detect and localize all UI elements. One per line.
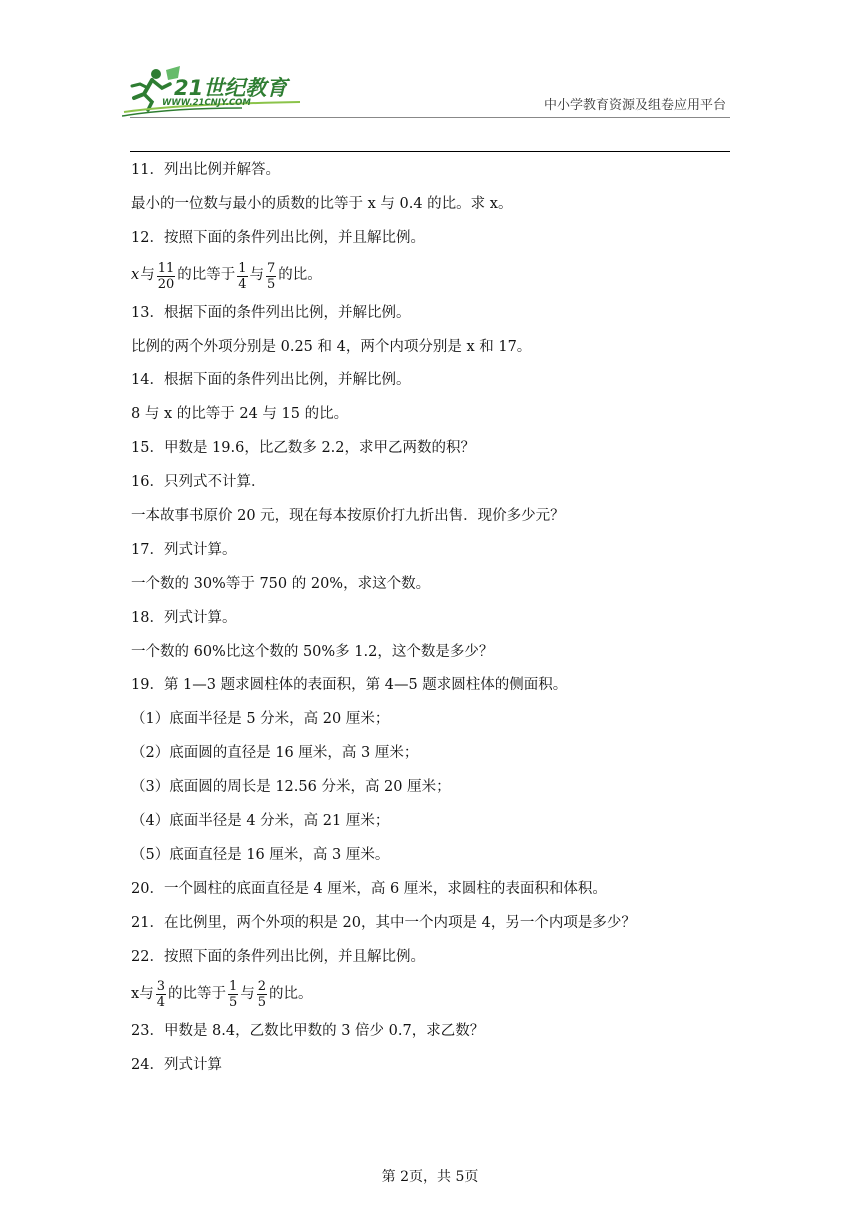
q14-body: 8 与 x 的比等于 24 与 15 的比。 [131, 406, 349, 423]
q19-title: 19．第 1—3 题求圆柱体的表面积，第 4—5 题求圆柱体的侧面积。 [131, 677, 568, 694]
logo [122, 64, 302, 124]
q12-title: 12．按照下面的条件列出比例，并且解比例。 [131, 229, 425, 246]
q22-formula [131, 974, 731, 1015]
question-list [131, 154, 731, 1083]
q13-title: 13．根据下面的条件列出比例，并解比例。 [131, 304, 411, 321]
platform-name: 中小学教育资源及组卷应用平台 [543, 98, 726, 113]
denominator: 5 [257, 995, 267, 1011]
q14-title: 14．根据下面的条件列出比例，并解比例。 [131, 372, 411, 389]
fraction [237, 261, 247, 292]
numerator: 11 [157, 260, 175, 276]
q17-body: 一个数的 30%等于 750 的 20%，求这个数。 [131, 575, 431, 592]
q20: 20．一个圆柱的底面直径是 4 厘米，高 6 厘米，求圆柱的表面积和体积。 [131, 880, 607, 897]
numerator: 2 [257, 979, 267, 995]
numerator: 1 [228, 979, 238, 995]
q16-title: 16．只列式不计算． [131, 474, 266, 491]
q18-title: 18．列式计算。 [131, 609, 237, 626]
variable-x: x [131, 267, 140, 284]
q19-item: （3）底面圆的周长是 12.56 分米，高 20 厘米； [131, 779, 451, 796]
formula-text: 的比等于 [167, 986, 226, 1003]
page-header [0, 0, 860, 160]
denominator: 4 [156, 995, 165, 1011]
formula-text: 与 [240, 986, 255, 1003]
q23: 23．甲数是 8.4，乙数比甲数的 3 倍少 0.7，求乙数？ [131, 1023, 485, 1040]
formula-text: 的比等于 [177, 267, 236, 284]
q21: 21．在比例里，两个外项的积是 20，其中一个内项是 4，另一个内项是多少？ [131, 914, 636, 931]
logo-url: WWW.21CNJY.COM [162, 98, 251, 108]
logo-text: 21世纪教育 [174, 76, 288, 100]
q24: 24．列式计算 [131, 1057, 222, 1074]
header-divider [130, 117, 730, 118]
formula-text: 与 [140, 267, 155, 284]
formula-text: 与 [249, 267, 265, 284]
page-number: 第 2页，共 5页 [381, 1169, 479, 1185]
denominator: 4 [238, 276, 247, 292]
q11-body: 最小的一位数与最小的质数的比等于 x 与 0.4 的比。求 x。 [131, 195, 513, 212]
q12-formula [131, 256, 731, 297]
denominator: 5 [228, 995, 238, 1011]
denominator: 5 [267, 276, 276, 292]
q22-title: 22．按照下面的条件列出比例，并且解比例。 [131, 948, 425, 965]
numerator: 3 [156, 979, 165, 995]
variable-x: x [131, 986, 140, 1003]
formula-text: 与 [139, 986, 154, 1003]
q19-item: （2）底面圆的直径是 16 厘米，高 3 厘米； [131, 745, 419, 762]
denominator: 20 [157, 276, 175, 292]
fraction [257, 979, 267, 1010]
q13-body: 比例的两个外项分别是 0.25 和 4，两个内项分别是 x 和 17。 [131, 338, 532, 355]
header-rule [130, 151, 730, 152]
fraction [228, 979, 238, 1010]
q16-body: 一本故事书原价 20 元，现在每本按原价打九折出售．现价多少元？ [131, 508, 565, 525]
fraction [156, 979, 166, 1010]
q19-item: （5）底面直径是 16 厘米，高 3 厘米。 [131, 846, 390, 863]
q19-item: （1）底面半径是 5 分米，高 20 厘米； [131, 711, 390, 728]
numerator: 7 [267, 260, 276, 276]
fraction [266, 261, 276, 292]
q18-body: 一个数的 60%比这个数的 50%多 1.2，这个数是多少？ [131, 643, 494, 660]
q19-item: （4）底面半径是 4 分米，高 21 厘米； [131, 813, 390, 830]
formula-text: 的比。 [278, 267, 322, 284]
numerator: 1 [238, 260, 247, 276]
q15: 15．甲数是 19.6，比乙数多 2.2，求甲乙两数的积？ [131, 440, 476, 457]
q17-title: 17．列式计算。 [131, 541, 237, 558]
fraction [157, 261, 176, 292]
formula-text: 的比。 [269, 986, 313, 1003]
q11-title: 11．列出比例并解答。 [131, 162, 280, 178]
